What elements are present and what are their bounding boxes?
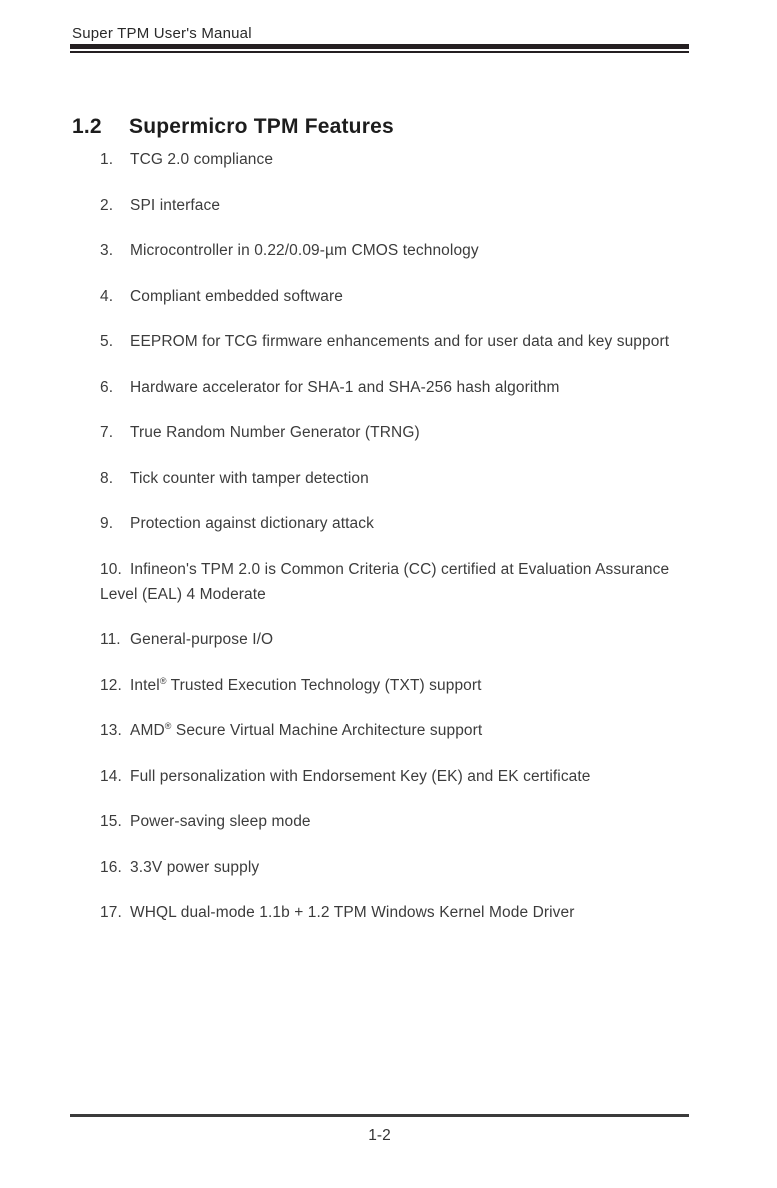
page-number: 1-2 (368, 1127, 391, 1144)
list-item-number: 13. (100, 722, 122, 739)
list-item-number: 3. (100, 242, 114, 259)
header-running-title: Super TPM User's Manual (72, 25, 252, 42)
list-item-number: 7. (100, 424, 114, 441)
header-rule-thin-line (70, 51, 689, 53)
list-item-text: AMD® Secure Virtual Machine Architecture support (130, 720, 483, 739)
list-item-text: Intel® Trusted Execution Technology (TXT) support (130, 675, 482, 694)
list-item-text: Full personalization with Endorsement Key (EK) and EK certificate (130, 767, 591, 785)
list-item-text: True Random Number Generator (TRNG) (130, 424, 420, 441)
section-title-text: Supermicro TPM Features (129, 115, 394, 139)
list-item (100, 238, 692, 263)
list-item (100, 284, 692, 309)
list-item-number: 16. (100, 858, 122, 876)
list-item-text: General-purpose I/O (130, 631, 274, 648)
footer-rule (70, 1114, 689, 1117)
section-title (72, 114, 394, 140)
list-item-text: Infineon's TPM 2.0 is Common Criteria (CC) certified at Evaluation Assurance Level (EAL) 4 Moderate (100, 560, 670, 603)
list-item (100, 147, 692, 172)
list-item-text: WHQL dual-mode 1.1b + 1.2 TPM Windows Kernel Mode Driver (130, 904, 575, 921)
list-item (100, 375, 692, 400)
list-item (100, 627, 692, 652)
list-item-text: SPI interface (130, 196, 221, 214)
list-item (100, 511, 692, 536)
feature-list (100, 147, 692, 946)
list-item-number: 2. (100, 196, 114, 214)
list-item (100, 809, 692, 834)
list-item-text: Tick counter with tamper detection (130, 469, 369, 487)
list-item (100, 855, 692, 880)
list-item (100, 900, 692, 925)
list-item-number: 17. (100, 904, 122, 921)
list-item (100, 673, 692, 698)
list-item-number: 14. (100, 767, 122, 785)
list-item (100, 718, 692, 743)
list-item-text: EEPROM for TCG firmware enhancements and for user data and key support (130, 333, 670, 350)
list-item-text: Compliant embedded software (130, 287, 343, 305)
list-item-number: 12. (100, 676, 122, 694)
list-item (100, 466, 692, 491)
list-item-number: 1. (100, 151, 114, 168)
list-item-number: 8. (100, 469, 114, 487)
list-item (100, 764, 692, 789)
list-item (100, 193, 692, 218)
section-number: 1.2 (72, 115, 102, 139)
list-item-text: Microcontroller in 0.22/0.09-µm CMOS technology (130, 242, 479, 259)
list-item (100, 557, 692, 607)
list-item-number: 6. (100, 378, 114, 396)
list-item-number: 15. (100, 813, 122, 830)
list-item-text: TCG 2.0 compliance (130, 151, 274, 168)
list-item-number: 10. (100, 560, 122, 578)
list-item-text: Hardware accelerator for SHA-1 and SHA-256 hash algorithm (130, 378, 560, 396)
list-item (100, 420, 692, 445)
list-item-number: 11. (100, 631, 121, 648)
list-item-number: 9. (100, 515, 114, 532)
list-item-number: 5. (100, 333, 114, 350)
list-item-number: 4. (100, 287, 114, 305)
list-item-text: Power-saving sleep mode (130, 813, 311, 830)
header-rule (70, 44, 689, 53)
list-item-text: 3.3V power supply (130, 858, 260, 876)
list-item-text: Protection against dictionary attack (130, 515, 374, 532)
list-item (100, 329, 692, 354)
